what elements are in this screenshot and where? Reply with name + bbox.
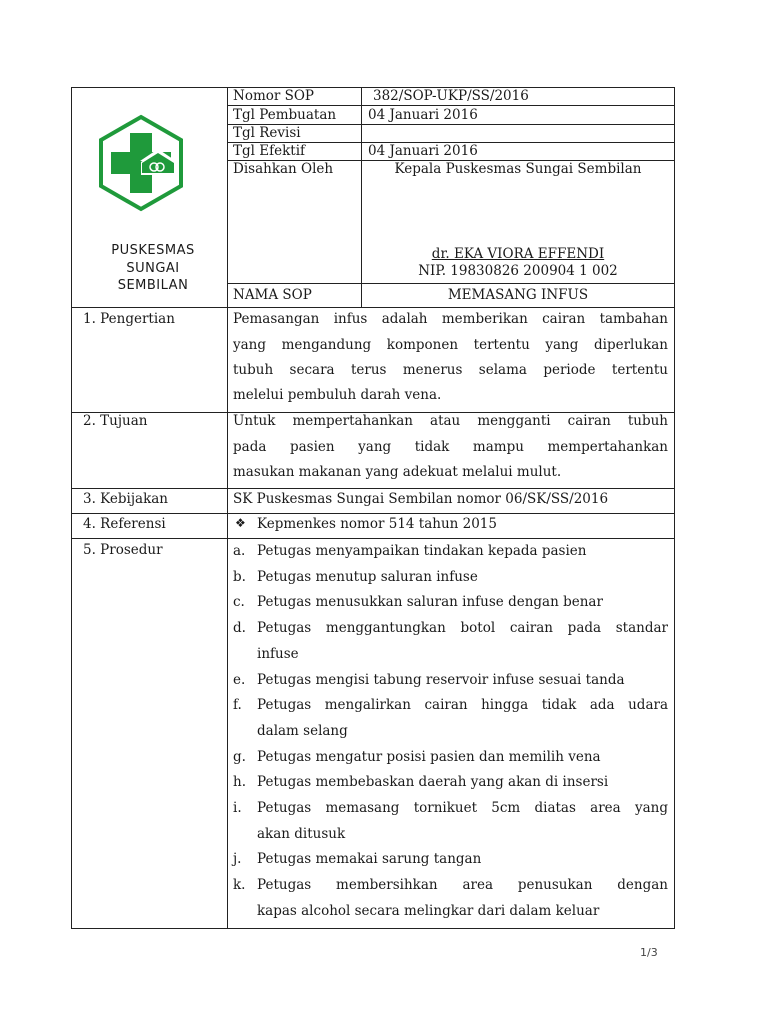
- list-item: Petugas mengisi tabung reservoir infuse sesuai tanda: [257, 672, 625, 688]
- tujuan-line: Untuk mempertahankan atau mengganti cairan tubuh: [233, 413, 668, 429]
- tgl-pembuatan-label: Tgl Pembuatan: [233, 107, 337, 123]
- pengertian-line: tubuh secara terus menerus selama periode tertentu: [233, 362, 668, 378]
- list-marker: h.: [233, 774, 246, 790]
- list-item: Petugas mengatur posisi pasien dan memilih vena: [257, 749, 601, 765]
- list-marker: c.: [233, 594, 245, 610]
- list-item: Petugas membebaskan daerah yang akan di insersi: [257, 774, 609, 790]
- section-label-prosedur: 5. Prosedur: [83, 542, 163, 558]
- list-item-continuation: infuse: [257, 646, 299, 662]
- list-item: Petugas membersihkan area penusukan dengan: [257, 877, 668, 893]
- list-marker: d.: [233, 620, 246, 636]
- puskesmas-logo-icon: [96, 113, 186, 213]
- list-marker: e.: [233, 672, 246, 688]
- org-name: [78, 242, 228, 295]
- pengertian-line: Pemasangan infus adalah memberikan cairan tambahan: [233, 311, 668, 327]
- pengertian-line: melelui pembuluh darah vena.: [233, 387, 442, 403]
- list-item: Petugas menggantungkan botol cairan pada standar: [257, 620, 668, 636]
- signer-nip: NIP. 19830826 200904 1 002: [418, 263, 618, 279]
- list-item: Petugas memakai sarung tangan: [257, 851, 482, 867]
- section-label-kebijakan: 3. Kebijakan: [83, 491, 169, 507]
- list-item-continuation: kapas alcohol secara melingkar dari dalam keluar: [257, 903, 600, 919]
- approver-title: Kepala Puskesmas Sungai Sembilan: [394, 161, 642, 177]
- list-marker: g.: [233, 749, 246, 765]
- org-name-line: PUSKESMAS: [111, 243, 195, 258]
- list-item: Petugas memasang tornikuet 5cm diatas area yang: [257, 800, 668, 816]
- tgl-efektif-value: 04 Januari 2016: [368, 143, 478, 159]
- list-marker: f.: [233, 697, 242, 713]
- tujuan-line: pada pasien yang tidak mampu mempertahankan: [233, 439, 668, 455]
- signer-name: dr. EKA VIORA EFFENDI: [431, 246, 605, 262]
- list-marker: b.: [233, 569, 246, 585]
- tgl-revisi-label: Tgl Revisi: [233, 125, 301, 141]
- page-number: 1/3: [640, 946, 658, 959]
- list-marker: k.: [233, 877, 246, 893]
- nama-sop-label: NAMA SOP: [233, 287, 312, 303]
- section-label-tujuan: 2. Tujuan: [83, 413, 148, 429]
- org-name-line: SUNGAI: [126, 260, 180, 276]
- nomor-sop-value: 382/SOP-UKP/SS/2016: [373, 88, 529, 104]
- list-item: Petugas menyampaikan tindakan kepada pasien: [257, 543, 587, 559]
- list-marker: a.: [233, 543, 246, 559]
- list-item-continuation: akan ditusuk: [257, 826, 346, 842]
- referensi-text: Kepmenkes nomor 514 tahun 2015: [257, 516, 497, 532]
- disahkan-label: Disahkan Oleh: [233, 161, 334, 177]
- list-marker: j.: [233, 851, 242, 867]
- list-item-continuation: dalam selang: [257, 723, 348, 739]
- nama-sop-value: MEMASANG INFUS: [447, 287, 589, 303]
- section-label-pengertian: 1. Pengertian: [83, 311, 175, 327]
- tujuan-line: masukan makanan yang adekuat melalui mulut.: [233, 464, 562, 480]
- kebijakan-text: SK Puskesmas Sungai Sembilan nomor 06/SK/SS/2016: [233, 491, 609, 507]
- list-marker: i.: [233, 800, 242, 816]
- nomor-sop-label: Nomor SOP: [233, 88, 315, 104]
- org-name-line: SEMBILAN: [117, 278, 189, 293]
- tgl-efektif-label: Tgl Efektif: [233, 143, 306, 159]
- section-label-referensi: 4. Referensi: [83, 516, 166, 532]
- diamond-bullet-icon: ❖: [235, 516, 246, 530]
- pengertian-line: yang mengandung komponen tertentu yang diperlukan: [233, 337, 668, 353]
- tgl-pembuatan-value: 04 Januari 2016: [368, 107, 478, 123]
- list-item: Petugas menusukkan saluran infuse dengan benar: [257, 594, 603, 610]
- list-item: Petugas menutup saluran infuse: [257, 569, 478, 585]
- list-item: Petugas mengalirkan cairan hingga tidak ada udara: [257, 697, 668, 713]
